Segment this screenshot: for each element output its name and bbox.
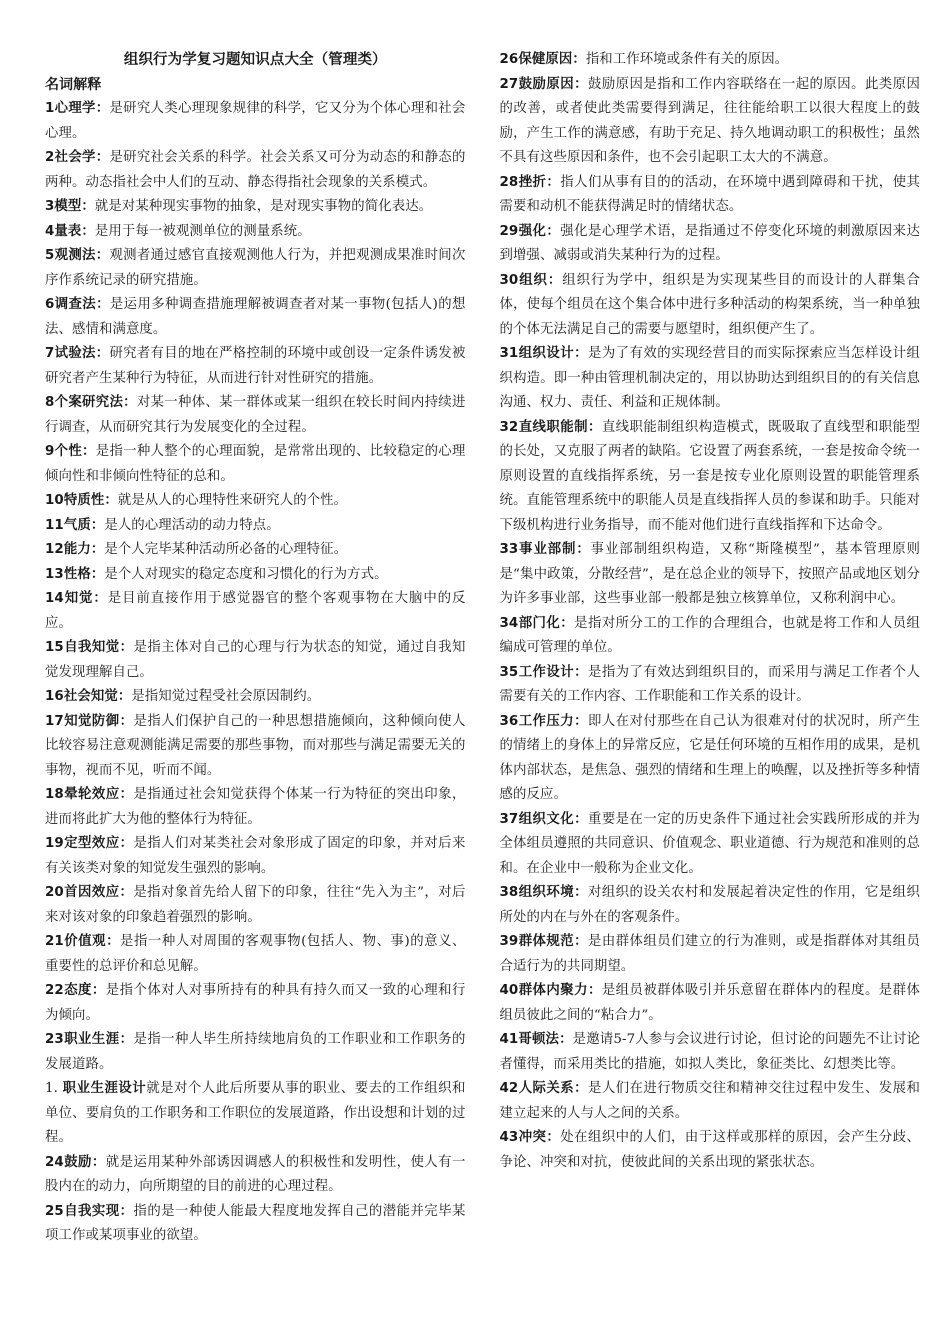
entry-number: 11 bbox=[45, 517, 64, 533]
entry-term: 人际关系 bbox=[518, 1081, 575, 1096]
glossary-entry bbox=[45, 538, 466, 563]
entry-separator: ： bbox=[119, 1032, 134, 1047]
glossary-entry bbox=[45, 563, 466, 588]
glossary-entry bbox=[45, 489, 466, 514]
entry-number: 19 bbox=[45, 836, 64, 851]
entry-definition: 是邀请5-7人参与会议进行讨论，但讨论的问题先不让讨论者懂得，而采用类比的措施，如拟人类比，象征类比、幻想类比等。 bbox=[499, 1032, 920, 1072]
entry-number: 32 bbox=[499, 419, 519, 435]
entry-definition: 是指一种人对周围的客观事物(包括人、物、事)的意义、重要性的总评价和总见解。 bbox=[45, 934, 466, 974]
entry-number: 42 bbox=[499, 1081, 519, 1096]
entry-number: 14 bbox=[45, 591, 64, 606]
entry-definition: 就是运用某种外部诱因调感人的积极性和发明性，使人有一股内在的动力，向所期望的目的前进的心理过程。 bbox=[45, 1154, 466, 1194]
glossary-entry bbox=[45, 710, 466, 784]
entry-number: 22 bbox=[45, 983, 64, 998]
entry-number: 34 bbox=[499, 615, 519, 631]
entry-separator: ： bbox=[93, 591, 108, 606]
entry-term: 特质性 bbox=[63, 493, 105, 508]
entry-term: 鼓励原因 bbox=[518, 76, 575, 92]
entry-term: 心理学 bbox=[54, 101, 96, 116]
entry-term: 组织文化 bbox=[518, 811, 575, 827]
glossary-entry bbox=[45, 391, 466, 440]
entry-definition: 是目前直接作用于感觉器官的整个客观事物在大脑中的反应。 bbox=[45, 591, 466, 631]
glossary-entry bbox=[45, 1028, 466, 1077]
entry-term: 态度 bbox=[63, 983, 92, 998]
entry-separator: ： bbox=[90, 517, 105, 533]
entry-definition: 是指人们对某类社会对象形成了固定的印象，并对后来有关该类对象的知觉发生强烈的影响。 bbox=[45, 836, 466, 876]
entry-number: 30 bbox=[499, 272, 519, 288]
entry-term: 观测法 bbox=[54, 248, 96, 263]
entry-definition: 就是对个人此后所要从事的职业、要去的工作组织和单位、要肩负的工作职务和工作职位的发展道路，作出设想和计划的过程。 bbox=[45, 1081, 466, 1145]
entry-separator: ： bbox=[95, 150, 110, 165]
entry-number: 33 bbox=[499, 542, 519, 557]
entry-separator: ： bbox=[587, 419, 602, 435]
glossary-entry bbox=[45, 832, 466, 881]
entry-term: 知觉 bbox=[63, 591, 94, 606]
entry-definition: 是人们在进行物质交往和精神交往过程中发生、发展和建立起来的人与人之间的关系。 bbox=[499, 1081, 920, 1121]
entry-number: 25 bbox=[45, 1203, 64, 1219]
entry-separator: ： bbox=[81, 223, 95, 239]
entry-number: 5 bbox=[45, 248, 55, 263]
entry-term: 社会知觉 bbox=[63, 689, 118, 704]
entry-number: 23 bbox=[45, 1032, 64, 1047]
entry-definition: 观测者通过感官直接观测他人行为，并把观测成果准时间次序作系统记录的研究措施。 bbox=[45, 248, 466, 288]
glossary-entry bbox=[500, 269, 921, 343]
glossary-entry bbox=[500, 171, 921, 220]
entry-term: 强化 bbox=[518, 223, 547, 239]
entry-term: 鼓励 bbox=[63, 1154, 92, 1170]
entry-separator: ： bbox=[82, 444, 96, 459]
entry-definition: 是组员被群体吸引并乐意留在群体内的程度。是群体组员彼此之间的“粘合力”。 bbox=[499, 983, 920, 1023]
entry-definition: 组织行为学中，组织是为实现某些目的而设计的人群集合体，使每个组员在这个集合体中进行多种活动的构架系统，当一种单独的个体无法满足自己的需要与愿望时，组织便产生了。 bbox=[499, 272, 921, 337]
entry-separator: ： bbox=[119, 836, 134, 851]
entry-number: 18 bbox=[45, 787, 64, 802]
entry-number: 37 bbox=[499, 811, 519, 827]
glossary-entry bbox=[45, 930, 466, 979]
entry-term: 调查法 bbox=[54, 297, 97, 312]
entry-separator: ： bbox=[90, 566, 105, 582]
entry-definition: 是研究人类心理现象规律的科学，它又分为个体心理和社会心理。 bbox=[45, 101, 466, 141]
entry-definition: 是指人们保护自己的一种思想措施倾向，这种倾向使人比较容易注意观测能满足需要的那些事物，而对那些与满足需要无关的事物，视而不见，听而不闻。 bbox=[45, 713, 466, 778]
entry-separator: ： bbox=[119, 1203, 134, 1219]
glossary-entry bbox=[45, 1151, 466, 1200]
entry-term: 能力 bbox=[63, 542, 91, 557]
right-column bbox=[500, 48, 921, 1344]
glossary-entry bbox=[45, 342, 466, 391]
entry-term: 部门化 bbox=[518, 615, 561, 631]
glossary-entry bbox=[500, 979, 921, 1028]
glossary-entry bbox=[45, 146, 466, 195]
entry-definition: 指人们从事有目的的活动，在环境中遇到障碍和干扰，使其需要和动机不能获得满足时的情绪状态。 bbox=[499, 174, 920, 214]
entry-definition: 是运用多种调查措施理解被调查者对某一事物(包括人)的想法、感情和满意度。 bbox=[45, 297, 466, 337]
entry-definition: 对组织的设关农村和发展起着决定性的作用，它是组织所处的内在与外在的客观条件。 bbox=[499, 885, 920, 925]
entry-definition: 是指一种人整个的心理面貌，是常常出现的、比较稳定的心理倾向性和非倾向性特征的总和。 bbox=[45, 444, 466, 484]
entry-definition: 是指为了有效达到组织目的，而采用与满足工作者个人需要有关的工作内容、工作职能和工作关系的设计。 bbox=[499, 664, 920, 704]
entry-term: 试验法 bbox=[54, 346, 96, 361]
document-title: 组织行为学复习题知识点大全（管理类） bbox=[123, 52, 387, 68]
entry-separator: ： bbox=[91, 1154, 106, 1170]
left-entry-list bbox=[45, 97, 466, 1249]
glossary-entry bbox=[500, 48, 921, 73]
entry-separator: ： bbox=[574, 811, 588, 827]
entry-separator: ： bbox=[547, 272, 563, 288]
entry-definition: 是个人对现实的稳定态度和习惯化的行为方式。 bbox=[104, 566, 388, 582]
glossary-entry bbox=[45, 1077, 466, 1151]
entry-definition: 是为了有效的实现经营目的而实际探索应当怎样设计组织构造。即一种由管理机制决定的，用以协助达到组织目的的有关信息沟通、权力、责任、利益和正规体制。 bbox=[499, 346, 920, 410]
entry-number: 40 bbox=[499, 983, 519, 998]
entry-number: 6 bbox=[45, 297, 55, 312]
entry-number: 17 bbox=[45, 713, 64, 729]
entry-number: 16 bbox=[45, 689, 64, 704]
glossary-entry bbox=[500, 1028, 921, 1077]
entry-number: 31 bbox=[499, 346, 519, 361]
entry-term: 性格 bbox=[63, 566, 91, 582]
entry-separator: ： bbox=[574, 76, 588, 92]
entry-number: 26 bbox=[499, 52, 519, 67]
entry-term: 职业生涯设计 bbox=[62, 1081, 147, 1096]
entry-term: 工作压力 bbox=[518, 713, 575, 729]
entry-separator: ： bbox=[95, 101, 110, 116]
left-column bbox=[45, 48, 466, 1344]
entry-term: 组织 bbox=[518, 272, 548, 288]
entry-term: 量表 bbox=[54, 223, 82, 239]
entry-term: 个案研究法 bbox=[54, 395, 124, 410]
entry-definition: 是指个体对人对事所持有的种具有持久而又一致的心理和行为倾向。 bbox=[45, 983, 466, 1023]
entry-number: 8 bbox=[45, 395, 55, 410]
entry-number: 21 bbox=[45, 934, 64, 949]
entry-definition: 就是对某种现实事物的抽象，是对现实事物的简化表达。 bbox=[94, 199, 433, 214]
entry-definition: 研究者有目的地在严格控制的环境中或创设一定条件诱发被研究者产生某种行为特征，从而进行针对性研究的措施。 bbox=[45, 346, 466, 386]
entry-number: 24 bbox=[45, 1154, 64, 1170]
entry-definition: 指和工作环境或条件有关的原因。 bbox=[585, 52, 789, 67]
entry-definition: 即人在对付那些在自己认为很难对付的状况时，所产生的情绪上的身体上的异常反应，它是任何环境的互相作用的成果，是机体内部状态，是焦急、强烈的情绪和生理上的唤醒，以及挫折等多种情感的反应。 bbox=[499, 713, 920, 802]
glossary-entry bbox=[500, 220, 921, 269]
entry-separator: ： bbox=[546, 1130, 561, 1145]
glossary-entry bbox=[45, 979, 466, 1028]
entry-separator: ： bbox=[574, 713, 588, 729]
glossary-entry bbox=[500, 416, 921, 539]
entry-number: 20 bbox=[45, 885, 64, 900]
glossary-entry bbox=[45, 514, 466, 539]
entry-term: 知觉防御 bbox=[63, 713, 120, 729]
entry-number: 38 bbox=[499, 885, 519, 900]
entry-separator: ： bbox=[119, 787, 134, 802]
entry-number: 28 bbox=[499, 174, 519, 190]
entry-separator: ： bbox=[117, 689, 132, 704]
entry-number: 29 bbox=[499, 223, 519, 239]
glossary-entry bbox=[500, 661, 921, 710]
entry-term: 首因效应 bbox=[63, 885, 120, 900]
entry-separator: ： bbox=[574, 934, 588, 949]
entry-definition: 处在组织中的人们，由于这样或那样的原因，会产生分歧、争论、冲突和对抗，使彼此间的关系出现的紧张状态。 bbox=[499, 1130, 920, 1170]
entry-term: 模型 bbox=[54, 199, 82, 214]
entry-number: 15 bbox=[45, 640, 64, 655]
entry-term: 气质 bbox=[63, 517, 91, 533]
entry-separator: ： bbox=[81, 199, 95, 214]
entry-number: 7 bbox=[45, 346, 55, 361]
entry-definition: 是指通过社会知觉获得个体某一行为特征的突出印象，进而将此扩大为他的整体行为特征。 bbox=[45, 787, 466, 827]
glossary-entry bbox=[45, 293, 466, 342]
glossary-entry bbox=[500, 881, 921, 930]
glossary-entry bbox=[500, 930, 921, 979]
entry-term: 定型效应 bbox=[63, 836, 120, 851]
glossary-entry bbox=[45, 244, 466, 293]
entry-separator: ： bbox=[560, 615, 575, 631]
entry-separator: ： bbox=[576, 542, 591, 557]
entry-number: 35 bbox=[499, 664, 519, 680]
entry-definition: 是指主体对自己的心理与行为状态的知觉，通过自我知觉发现理解自己。 bbox=[45, 640, 466, 680]
entry-number: 13 bbox=[45, 566, 64, 582]
glossary-entry bbox=[45, 783, 466, 832]
entry-separator: ： bbox=[119, 713, 134, 729]
glossary-entry bbox=[500, 808, 921, 882]
entry-term: 组织环境 bbox=[518, 885, 575, 900]
glossary-entry bbox=[45, 685, 466, 710]
glossary-entry bbox=[500, 538, 921, 612]
entry-separator: ： bbox=[572, 52, 586, 67]
entry-term: 保健原因 bbox=[518, 52, 573, 67]
glossary-entry bbox=[45, 587, 466, 636]
entry-definition: 是指对象首先给人留下的印象，往往“先入为主”，对后来对该对象的印象趋着强烈的影响。 bbox=[45, 885, 466, 925]
glossary-entry bbox=[500, 342, 921, 416]
entry-separator: ： bbox=[106, 934, 121, 949]
entry-separator: ： bbox=[546, 174, 561, 190]
entry-definition: 鼓励原因是指和工作内容联络在一起的原因。此类原因的改善，或者使此类需要得到满足，往往能给职工以很大程度上的鼓励，产生工作的满意感，有助于充足、持久地调动职工的积极性；虽然不具有这些原因和条件，也不会引起职工太大的不满意。 bbox=[499, 76, 920, 165]
entry-separator: ： bbox=[574, 664, 588, 680]
entry-definition: 指的是一种使人能最大程度地发挥自己的潜能并完毕某项工作或某项事业的欲望。 bbox=[45, 1203, 466, 1243]
entry-number: 27 bbox=[499, 76, 519, 92]
entry-definition: 直线职能制组织构造模式，既吸取了直线型和职能型的长处，又克服了两者的缺陷。它设置了两套系统，一套是按命令统一原则设置的直线指挥系统，另一套是按专业化原则设置的职能管理系统。直能管理系统中的职能人员是直线指挥人员的参谋和助手。只能对下级机构进行业务指导，而不能对他们进行直线指挥和下达命令。 bbox=[499, 419, 920, 533]
section-heading: 名词解释 bbox=[45, 76, 102, 93]
glossary-entry bbox=[45, 440, 466, 489]
entry-term: 事业部制 bbox=[518, 542, 577, 557]
entry-term: 哥顿法 bbox=[518, 1032, 560, 1047]
glossary-entry bbox=[500, 710, 921, 808]
entry-number: 36 bbox=[499, 713, 519, 729]
entry-definition: 是用于每一被观测单位的测量系统。 bbox=[94, 223, 311, 239]
entry-number: 10 bbox=[45, 493, 64, 508]
entry-separator: ： bbox=[91, 983, 106, 998]
entry-separator: ： bbox=[95, 248, 110, 263]
glossary-entry bbox=[45, 195, 466, 220]
entry-separator: ： bbox=[574, 346, 588, 361]
entry-definition: 是个人完毕某种活动所必备的心理特征。 bbox=[104, 542, 348, 557]
entry-separator: ： bbox=[119, 640, 134, 655]
entry-number: 2 bbox=[45, 150, 55, 165]
entry-term: 职业生涯 bbox=[63, 1032, 120, 1047]
entry-term: 自我实现 bbox=[63, 1203, 120, 1219]
entry-separator: ： bbox=[574, 885, 588, 900]
entry-term: 挫折 bbox=[518, 174, 547, 190]
entry-term: 直线职能制 bbox=[518, 419, 588, 435]
entry-separator: ： bbox=[559, 1032, 573, 1047]
glossary-entry bbox=[500, 1077, 921, 1126]
entry-term: 晕轮效应 bbox=[63, 787, 120, 802]
entry-number: 43 bbox=[499, 1130, 519, 1145]
entry-separator: ： bbox=[123, 395, 137, 410]
entry-number: 1. bbox=[45, 1081, 58, 1096]
entry-separator: ： bbox=[119, 885, 134, 900]
glossary-entry bbox=[45, 881, 466, 930]
entry-separator: ： bbox=[574, 1081, 588, 1096]
entry-definition: 就是从人的心理特性来研究人的个性。 bbox=[117, 493, 348, 508]
entry-definition: 对某一种体、某一群体或某一组织在较长时间内持续进行调查，从而研究其行为发展变化的全过程。 bbox=[45, 395, 466, 435]
entry-definition: 是研究社会关系的科学。社会关系又可分为动态的和静态的两种。动态指社会中人们的互动、静态得指社会现象的关系模式。 bbox=[45, 150, 466, 190]
entry-separator: ： bbox=[587, 983, 602, 998]
glossary-entry bbox=[45, 636, 466, 685]
entry-definition: 强化是心理学术语，是指通过不停变化环境的刺激原因来达到增强、减弱或消失某种行为的过程。 bbox=[499, 223, 920, 263]
entry-number: 39 bbox=[499, 934, 519, 949]
entry-definition: 重要是在一定的历史条件下通过社会实践所形成的并为全体组员遵照的共同意识、价值观念、职业道德、行为规范和准则的总和。在企业中一般称为企业文化。 bbox=[499, 811, 920, 876]
entry-definition: 是指一种人毕生所持续地肩负的工作职业和工作职务的发展道路。 bbox=[45, 1032, 466, 1072]
entry-number: 3 bbox=[45, 199, 55, 214]
entry-separator: ： bbox=[546, 223, 561, 239]
entry-term: 群体规范 bbox=[518, 934, 575, 949]
glossary-entry bbox=[45, 97, 466, 146]
entry-number: 1 bbox=[45, 101, 55, 116]
entry-term: 工作设计 bbox=[518, 664, 575, 680]
entry-term: 自我知觉 bbox=[63, 640, 120, 655]
glossary-entry bbox=[500, 1126, 921, 1175]
entry-definition: 是人的心理活动的动力特点。 bbox=[104, 517, 280, 533]
entry-term: 群体内聚力 bbox=[518, 983, 588, 998]
entry-separator: ： bbox=[96, 297, 110, 312]
right-entry-list bbox=[500, 48, 921, 1175]
entry-separator: ： bbox=[95, 346, 110, 361]
entry-definition: 事业部制组织构造，又称“斯隆模型”，基本管理原则是“集中政策，分散经营”，是在总企业的领导下，按照产品或地区划分为许多事业部，这些事业部一般都是独立核算单位，又称利润中心。 bbox=[499, 542, 920, 606]
entry-term: 价值观 bbox=[63, 934, 107, 949]
entry-number: 9 bbox=[45, 444, 55, 459]
entry-number: 41 bbox=[499, 1032, 519, 1047]
entry-separator: ： bbox=[104, 493, 118, 508]
entry-number: 4 bbox=[45, 223, 55, 239]
entry-separator: ： bbox=[90, 542, 105, 557]
entry-term: 社会学 bbox=[54, 150, 96, 165]
entry-number: 12 bbox=[45, 542, 64, 557]
glossary-entry bbox=[500, 73, 921, 171]
entry-definition: 是指知觉过程受社会原因制约。 bbox=[131, 689, 321, 704]
entry-term: 组织设计 bbox=[518, 346, 575, 361]
entry-definition: 是由群体组员们建立的行为准则，或是指群体对其组员合适行为的共同期望。 bbox=[499, 934, 920, 974]
entry-definition: 是指对所分工的工作的合理组合，也就是将工作和人员组编成可管理的单位。 bbox=[499, 615, 921, 655]
entry-term: 个性 bbox=[54, 444, 83, 459]
glossary-entry bbox=[45, 220, 466, 245]
entry-term: 冲突 bbox=[518, 1130, 547, 1145]
glossary-entry bbox=[45, 1200, 466, 1249]
glossary-entry bbox=[500, 612, 921, 661]
